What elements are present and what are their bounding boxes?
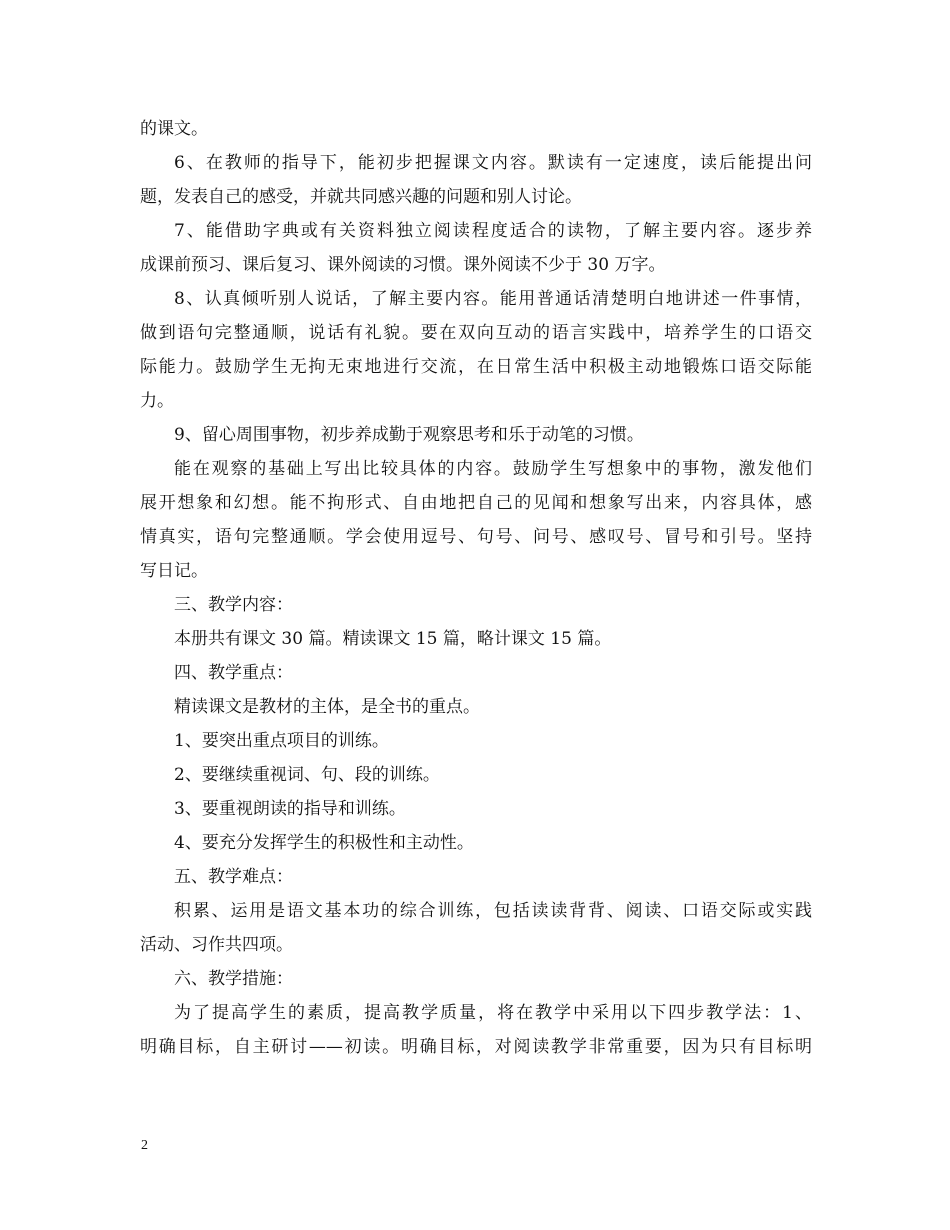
text-line: 写日记。 [140,561,208,581]
text-line: 6、在教师的指导下，能初步把握课文内容。默读有一定速度，读后能提出问 [174,153,812,173]
text-line: 力。 [140,391,174,411]
text-line: 3、要重视朗读的指导和训练。 [174,799,406,819]
text-line: 8、认真倾听别人说话，了解主要内容。能用普通话清楚明白地讲述一件事情， [174,289,812,309]
text-line: 7、能借助字典或有关资料独立阅读程度适合的读物，了解主要内容。逐步养 [174,221,812,241]
text-line: 题，发表自己的感受，并就共同感兴趣的问题和别人讨论。 [140,187,582,207]
text-line: 能在观察的基础上写出比较具体的内容。鼓励学生写想象中的事物，激发他们 [174,459,812,479]
text-line: 四、教学重点： [174,663,293,683]
text-line: 三、教学内容： [174,595,293,615]
text-line: 4、要充分发挥学生的积极性和主动性。 [174,833,474,853]
text-line: 六、教学措施： [174,969,293,989]
text-line: 活动、习作共四项。 [140,935,293,955]
text-line: 的课文。 [140,119,208,139]
document-body [140,112,812,1064]
text-line: 展开想象和幻想。能不拘形式、自由地把自己的见闻和想象写出来，内容具体，感 [140,493,812,513]
text-line: 1、要突出重点项目的训练。 [174,731,389,751]
text-line: 成课前预习、课后复习、课外阅读的习惯。课外阅读不少于 30 万字。 [140,255,666,275]
text-line: 际能力。鼓励学生无拘无束地进行交流，在日常生活中积极主动地锻炼口语交际能 [140,357,812,377]
text-line: 本册共有课文 30 篇。精读课文 15 篇，略计课文 15 篇。 [174,629,612,649]
text-line: 明确目标，自主研讨——初读。明确目标，对阅读教学非常重要，因为只有目标明 [140,1037,812,1057]
text-line: 精读课文是教材的主体，是全书的重点。 [174,697,480,717]
text-line: 情真实，语句完整通顺。学会使用逗号、句号、问号、感叹号、冒号和引号。坚持 [140,527,812,547]
text-line: 为了提高学生的素质，提高教学质量，将在教学中采用以下四步教学法：1、 [174,1003,812,1023]
text-line: 2、要继续重视词、句、段的训练。 [174,765,440,785]
page-number: 2 [141,1138,148,1153]
text-line: 9、留心周围事物，初步养成勤于观察思考和乐于动笔的习惯。 [174,425,644,445]
text-line: 五、教学难点： [174,867,293,887]
text-line: 积累、运用是语文基本功的综合训练，包括读读背背、阅读、口语交际或实践 [174,901,812,921]
text-line: 做到语句完整通顺，说话有礼貌。要在双向互动的语言实践中，培养学生的口语交 [140,323,812,343]
